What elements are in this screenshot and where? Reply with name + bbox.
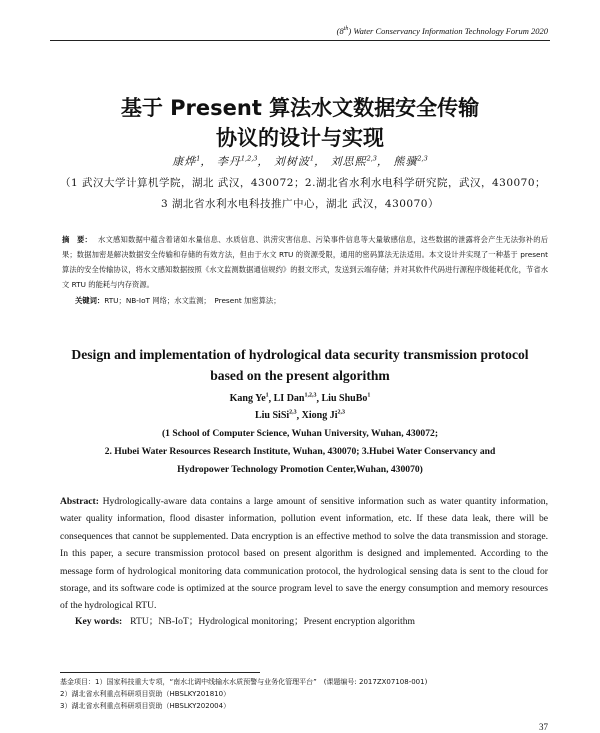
zh-author: 刘树波$^1$	[273, 154, 315, 168]
funding-line1: 基金项目：1）国家科技重大专项，“南水北调中线输水水质预警与业务化管理平台” (课题编号: 2017ZX07108-001)	[60, 678, 428, 686]
zh-author: 熊骥$^{2,3}$	[393, 154, 428, 168]
page-number: 37	[539, 722, 548, 732]
en-author: Liu ShuBo$^1$	[321, 393, 371, 405]
zh-author: 刘思熙$^{2,3}$	[330, 154, 377, 168]
zh-author: 李丹$^{1,2,3}$	[216, 154, 258, 168]
en-title-line1: Design and implementation of hydrological data security transmission protocol	[71, 347, 529, 362]
en-title-line2: based on the present algorithm	[210, 368, 390, 383]
header-rule	[50, 40, 550, 41]
zh-author: 康烨$^1$	[172, 154, 201, 168]
zh-title-line2: 协议的设计与实现	[216, 126, 384, 150]
en-affiliation-line3: Hydropower Technology Promotion Center,Wuhan, 430070)	[177, 464, 423, 475]
en-abstract-text: Hydrologically-aware data contains a large amount of sensitive information such as water quantity information, water quality information, flood disaster information, pollution event information, etc. If these data leak, there will be consequences that cannot be supplemented. Data encryption is an effective method to solve the data transmission and storage. In this paper, a secure transmission protocol based on present algorithm is designed and implemented. According to the message form of hydrological monitoring data communication protocol, the hydrological sensing data is sent to the cloud for storage, and its software code is optimized at the source program level to save the energy consumption and memory resources of the hydrological RTU.	[60, 496, 548, 612]
zh-keywords-text: RTU；NB-IoT 网络；水文监测； Present 加密算法；	[104, 296, 281, 305]
zh-abstract	[62, 232, 548, 292]
en-author: Liu SiSi$^{2,3}$	[254, 410, 297, 422]
en-author: Xiong Ji$^{2,3}$	[301, 410, 346, 422]
en-author: LI Dan$^{1,2,3}$	[273, 393, 317, 405]
en-keywords	[75, 613, 548, 627]
en-keywords-label: Key words:	[75, 616, 123, 627]
zh-author-list: 康烨$^1$， 李丹$^{1,2,3}$， 刘树波$^1$， 刘思熙$^{2,3}$， 熊骥$^{2,3}$	[172, 154, 428, 168]
en-abstract-label: Abstract:	[60, 496, 99, 507]
zh-keywords-label: 关键词：	[75, 296, 105, 305]
zh-affiliation-line1: （1 武汉大学计算机学院，湖北 武汉，430072；2.湖北省水利水电科学研究院，武汉，430070；	[60, 177, 547, 189]
funding-line2: 2）湖北省水利重点科研项目资助（HBSLKY201810）	[60, 690, 231, 698]
footnote-rule	[60, 672, 260, 673]
zh-keywords	[75, 296, 548, 306]
en-authors-line2: Liu SiSi$^{2,3}$, Xiong Ji$^{2,3}$	[254, 410, 346, 422]
funding-line3: 3）湖北省水利重点科研项目资助（HBSLKY202004）	[60, 702, 231, 710]
running-header: (8th) Water Conservancy Information Technology Forum 2020	[336, 26, 548, 36]
zh-affiliation-line2: 3 湖北省水利水电科技推广中心，湖北 武汉，430070）	[161, 198, 439, 210]
en-keywords-text: RTU；NB-IoT；Hydrological monitoring；Present encryption algorithm	[130, 616, 415, 627]
zh-abstract-text: 水文感知数据中蕴含着诸如水量信息、水质信息、洪涝灾害信息、污染事件信息等大量敏感信息，这些数据的泄露将会产生无法弥补的后果；数据加密是解决数据安全传输和存储的有效方法，但由于水文 RTU 的资源受限，通用的密码算法无法适用。本文设计并实现了一种基于 present 算法的安全传输协议，将水文感知数据按照《水文监测数据通信规约》的报文形式，发送到云端存储；并对其软件代码进行源程序级能耗优化，节省水文 RTU 的能耗与内存资源。	[62, 235, 548, 289]
en-affiliation-line1: (1 School of Computer Science, Wuhan University, Wuhan, 430072;	[161, 428, 439, 439]
en-abstract	[60, 493, 548, 615]
zh-title-line1: 基于 Present 算法水文数据安全传输	[120, 96, 480, 120]
zh-abstract-label: 摘 要：	[62, 235, 93, 244]
en-author: Kang Ye$^1$	[229, 393, 269, 405]
en-affiliation-line2: 2. Hubei Water Resources Research Institute, Wuhan, 430070; 3.Hubei Water Conservancy and	[104, 446, 496, 457]
funding-footnote	[60, 676, 560, 712]
en-authors-line1: Kang Ye$^1$, LI Dan$^{1,2,3}$, Liu ShuBo$^1$	[229, 393, 371, 405]
